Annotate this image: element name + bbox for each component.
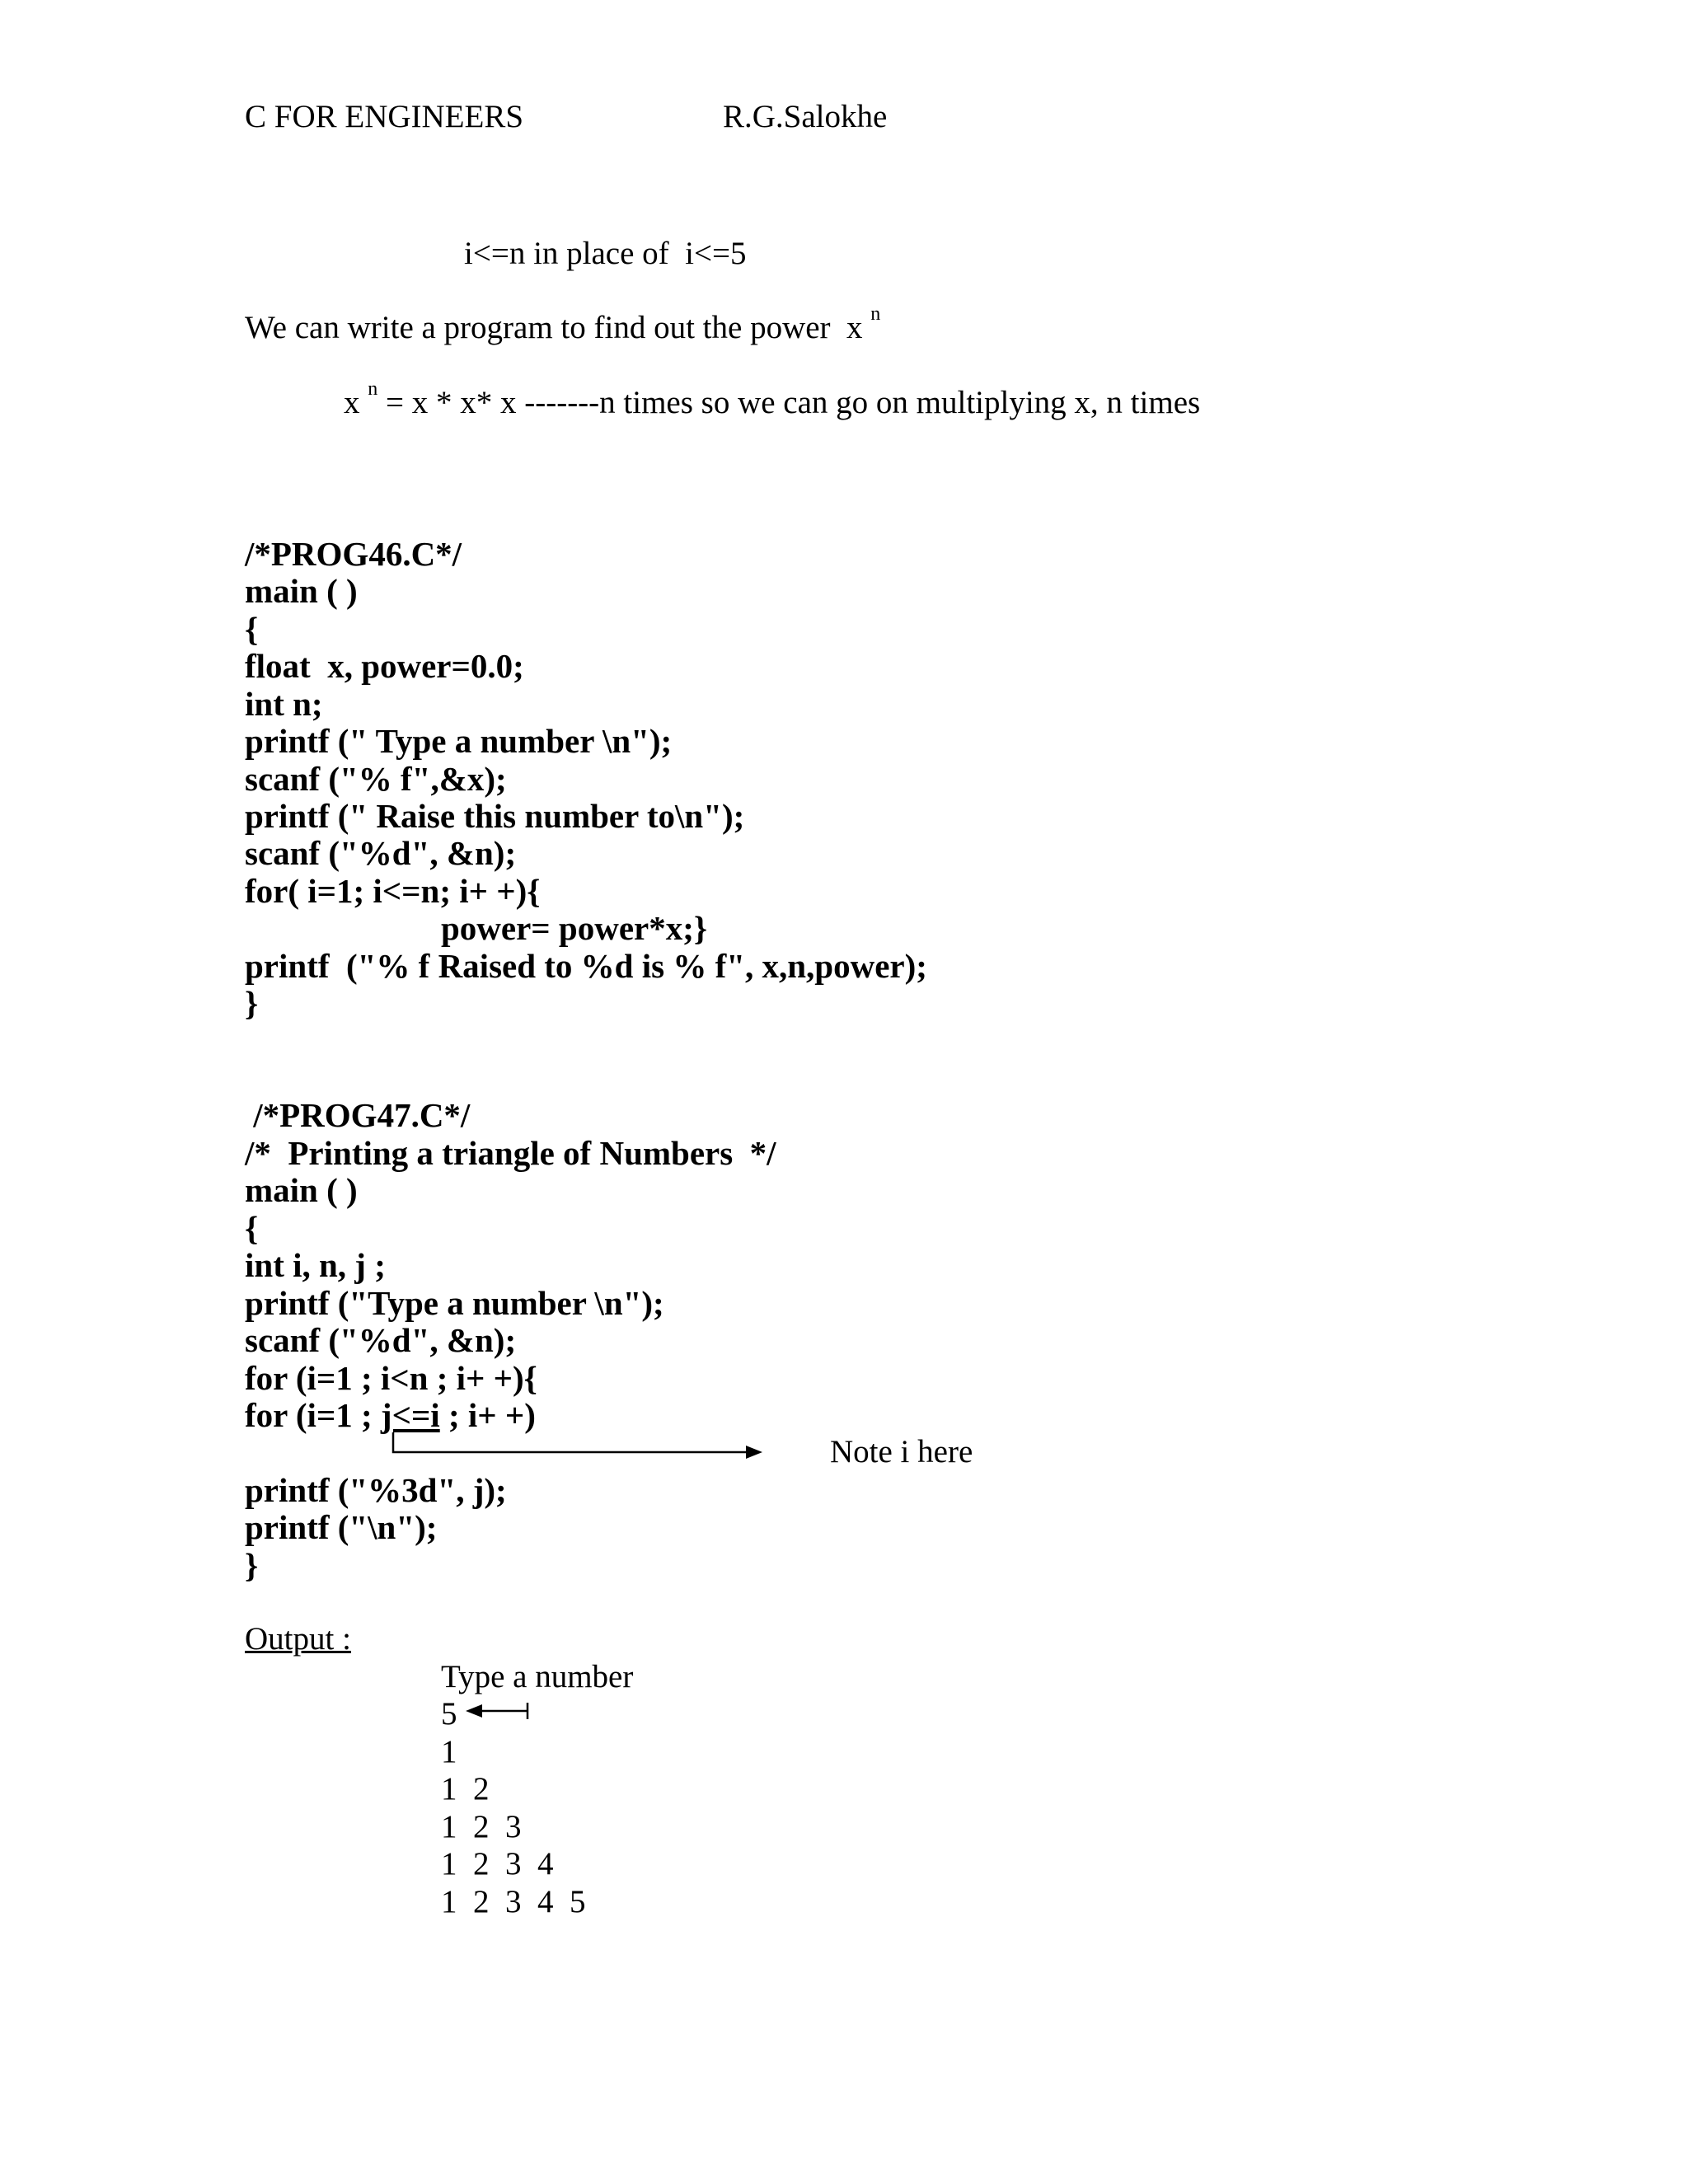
prog47-line: /*PROG47.C*/ [245,1096,471,1134]
prog46-line: scanf ("%d", &n); [245,834,517,872]
prog47-line: } [245,1546,259,1584]
prog47-for-inner-post: ; i+ +) [439,1396,536,1434]
prog46-line: printf ("% f Raised to %d is % f", x,n,power); [245,947,927,985]
prog47-for-inner-pre: for (i=1 ; [245,1396,381,1434]
prog46-line: scanf ("% f",&x); [245,760,507,798]
prog47-line: /* Printing a triangle of Numbers */ [245,1134,776,1172]
prog47-line: { [245,1209,259,1247]
prog47-line: printf ("%3d", j); [245,1471,507,1509]
output-row: 1 2 [441,1771,490,1807]
prog46-line: printf (" Raise this number to\n"); [245,797,745,835]
prog47-line: scanf ("%d", &n); [245,1321,517,1359]
prog46-line: } [245,984,259,1022]
output-prompt: Type a number [441,1659,634,1694]
header-left: C FOR ENGINEERS [245,99,524,134]
note-arrow-head [746,1446,762,1459]
output-row: 1 2 3 4 5 [441,1884,586,1919]
output-input-value: 5 [441,1696,457,1732]
output-label: Output : [245,1621,351,1657]
prog47-line: printf ("\n"); [245,1508,438,1546]
intro-line-3-base: x [344,385,360,420]
prog46-line: int n; [245,685,323,723]
intro-line-2-text: We can write a program to find out the power x [245,310,863,345]
intro-line-2-exponent: n [870,303,881,325]
prog47-line: main ( ) [245,1171,358,1209]
prog46-line: power= power*x;} [441,909,708,947]
prog46-line: float x, power=0.0; [245,647,524,685]
header-right: R.G.Salokhe [723,99,888,134]
prog47-line: for (i=1 ; i<n ; i+ +){ [245,1359,537,1397]
note-label: Note i here [830,1434,973,1469]
prog46-line: main ( ) [245,572,358,610]
output-row: 1 2 3 4 [441,1846,554,1882]
prog46-line: /*PROG46.C*/ [245,535,462,573]
prog47-line: int i, n, j ; [245,1246,386,1284]
prog47-line: printf ("Type a number \n"); [245,1284,664,1322]
prog46-line: { [245,610,259,648]
prog46-line: printf (" Type a number \n"); [245,722,673,760]
intro-line-3-rest: = x * x* x -------n times so we can go on multiplying x, n times [377,385,1201,420]
prog46-line: for( i=1; i<=n; i+ +){ [245,872,541,910]
intro-line-1: i<=n in place of i<=5 [464,236,747,271]
output-row: 1 [441,1734,457,1769]
intro-line-3-exponent: n [368,378,378,400]
prog47-for-inner-highlight: j<=i [380,1396,440,1434]
note-arrow [393,1432,746,1452]
output-row: 1 2 3 [441,1809,522,1844]
input-arrow-head [466,1704,482,1718]
